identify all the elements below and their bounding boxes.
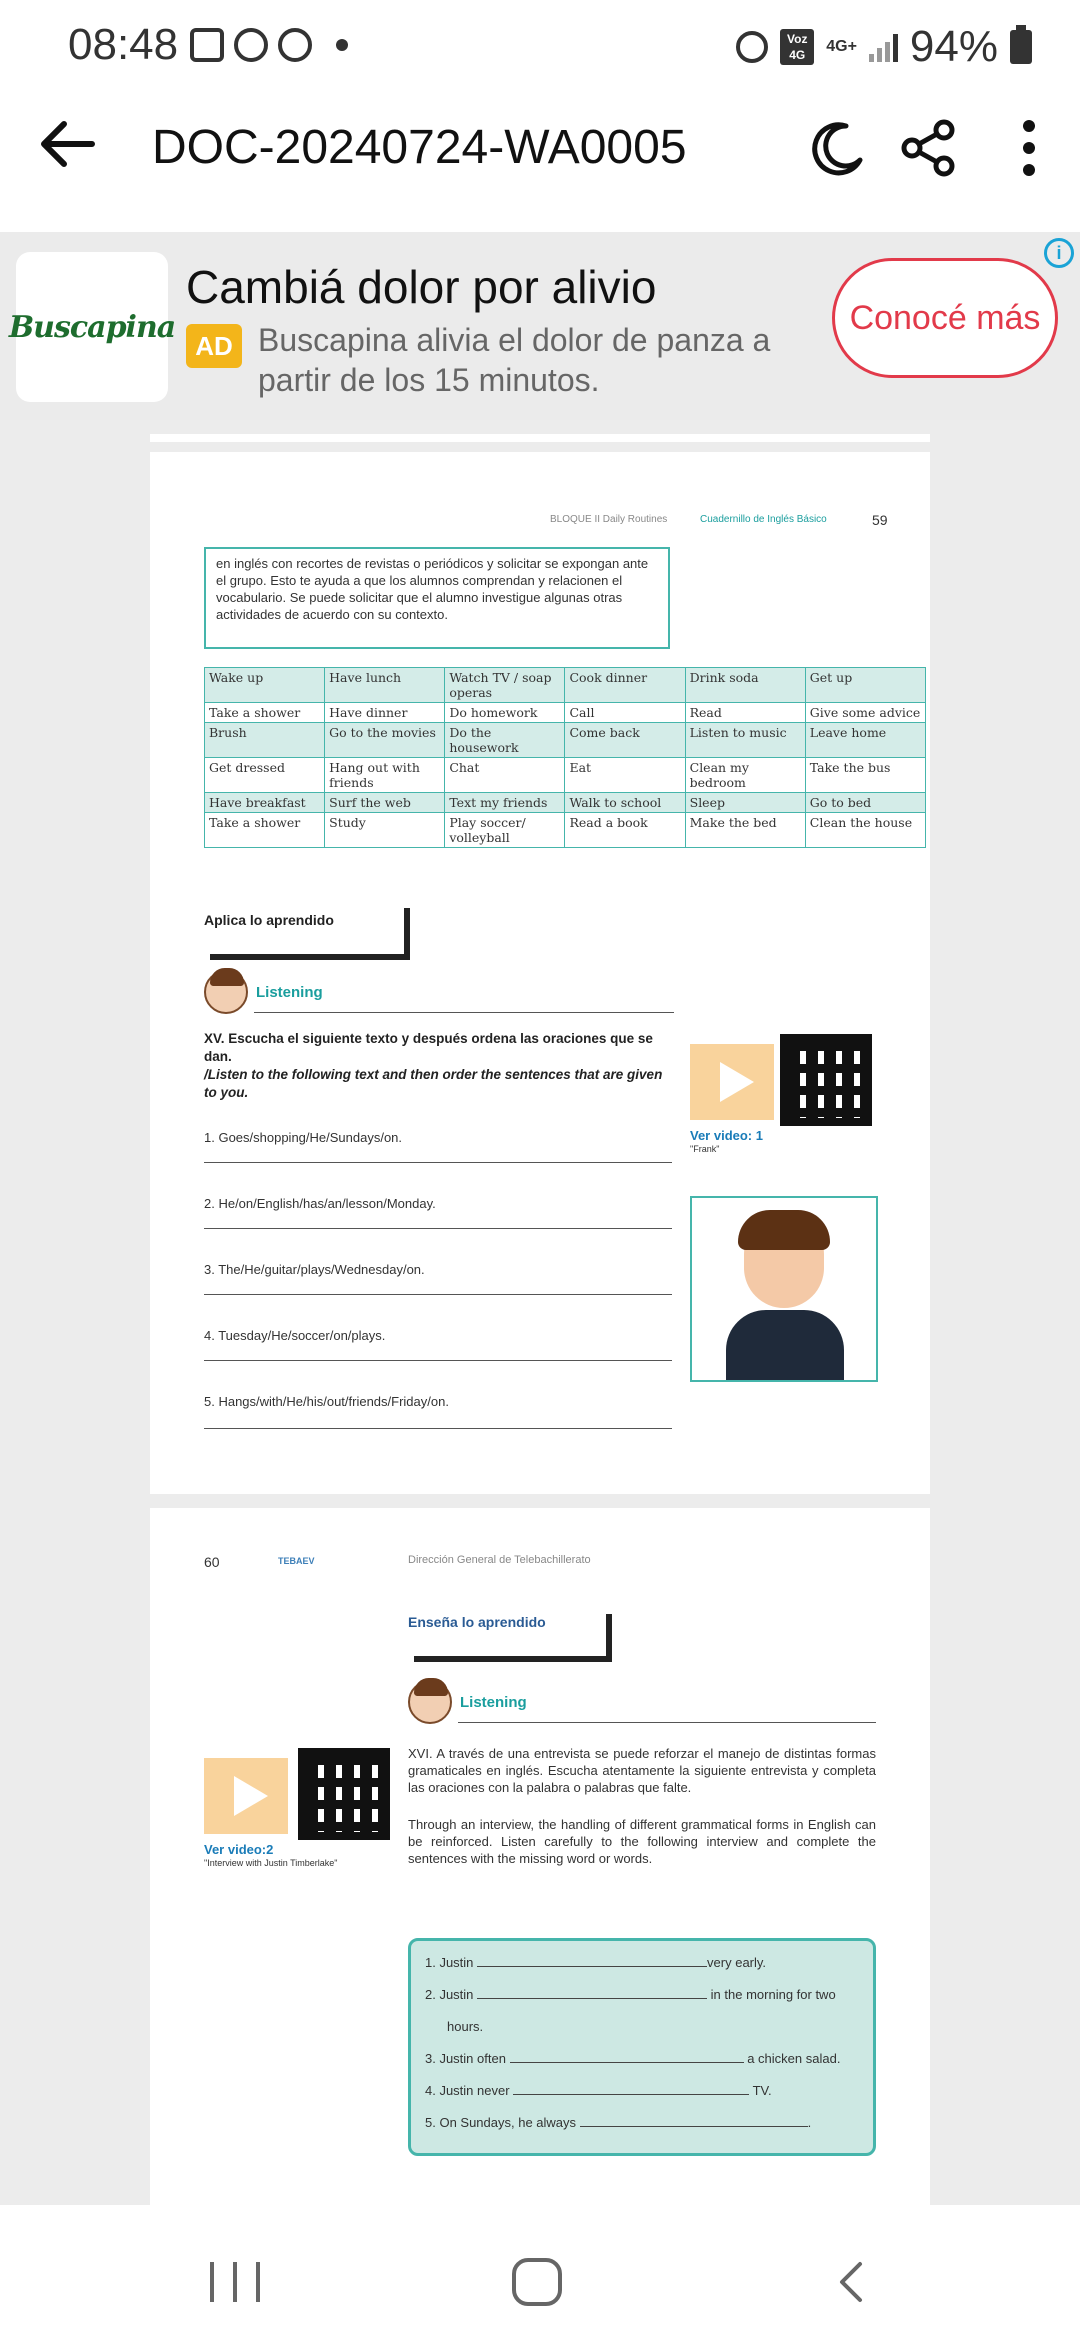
- fill-item-2-cont: hours.: [447, 2019, 484, 2034]
- verbs-cell: Cook dinner: [565, 668, 685, 703]
- verbs-cell: Play soccer/ volleyball: [445, 813, 565, 848]
- chat-icon: [278, 28, 312, 62]
- verbs-cell: Have breakfast: [205, 793, 325, 813]
- verbs-cell: Do homework: [445, 703, 565, 723]
- qr-code-video-2-icon: [298, 1748, 390, 1840]
- qr-code-video-1-icon: [780, 1034, 872, 1126]
- recent-apps-icon[interactable]: [210, 2262, 260, 2302]
- ad-badge: AD: [186, 324, 242, 368]
- fill-item-1: 1. Justin very early.: [425, 1955, 767, 1970]
- exercise-2: 2. He/on/English/has/an/lesson/Monday.: [204, 1196, 436, 1211]
- verbs-row: [205, 813, 926, 848]
- fill-item-3: 3. Justin often a chicken salad.: [425, 2051, 841, 2066]
- battery-icon: [1010, 30, 1032, 64]
- video-1-title: "Frank": [690, 1144, 720, 1154]
- verbs-cell: Leave home: [805, 723, 925, 758]
- answer-line: [204, 1162, 672, 1163]
- verbs-cell: Do the housework: [445, 723, 565, 758]
- verbs-cell: Chat: [445, 758, 565, 793]
- verbs-cell: Take a shower: [205, 703, 325, 723]
- verbs-cell: Surf the web: [325, 793, 445, 813]
- verbs-cell: Text my friends: [445, 793, 565, 813]
- verbs-table: [204, 667, 926, 848]
- moon-icon[interactable]: [808, 118, 868, 178]
- exercise-1: 1. Goes/shopping/He/Sundays/on.: [204, 1130, 403, 1145]
- listening-icon: [408, 1680, 452, 1724]
- verbs-cell: Walk to school: [565, 793, 685, 813]
- instruction-xv: XV. Escucha el siguiente texto y después ordena las oraciones que se dan. /Listen to the following text and then order the sentences that are given to you.: [204, 1031, 663, 1100]
- share-icon[interactable]: [898, 118, 958, 178]
- signal-icon: [869, 32, 898, 62]
- volte-icon: Voz 4G: [780, 29, 814, 65]
- gallery-icon: [190, 28, 224, 62]
- play-video-2-icon[interactable]: [204, 1758, 288, 1834]
- page-header-block: BLOQUE II Daily Routines: [550, 514, 668, 525]
- verbs-cell: Sleep: [685, 793, 805, 813]
- back-arrow-icon[interactable]: [36, 112, 100, 176]
- page-header: Dirección General de Telebachillerato: [408, 1554, 591, 1566]
- listening-icon: [204, 970, 248, 1014]
- verbs-row: [205, 703, 926, 723]
- video-2-title: "Interview with Justin Timberlake": [204, 1858, 338, 1868]
- answer-line: [204, 1294, 672, 1295]
- teacher-note: en inglés con recortes de revistas o periódicos y solicitar se expongan ante el grupo. Esto te ayuda a que los alumnos comprendan y relacionen el vocabulario. Se puede solicitar que el alumno investigue algunas otras actividades de acuerdo con su contexto.: [204, 547, 670, 649]
- page-header-book: Cuadernillo de Inglés Básico: [700, 514, 827, 525]
- more-vert-icon[interactable]: [1004, 116, 1054, 180]
- alarm-icon: [736, 31, 768, 63]
- ad-info-icon[interactable]: i: [1044, 238, 1074, 268]
- document-title: DOC-20240724-WA0005: [152, 121, 687, 174]
- verbs-cell: Eat: [565, 758, 685, 793]
- answer-line: [204, 1228, 672, 1229]
- verbs-cell: Go to the movies: [325, 723, 445, 758]
- clock: 08:48: [68, 20, 179, 69]
- verbs-cell: Take a shower: [205, 813, 325, 848]
- verbs-cell: Come back: [565, 723, 685, 758]
- exercise-5: 5. Hangs/with/He/his/out/friends/Friday/on.: [204, 1394, 449, 1409]
- verbs-cell: Have dinner: [325, 703, 445, 723]
- verbs-cell: Call: [565, 703, 685, 723]
- battery-percent: 94%: [909, 22, 998, 71]
- exercise-4: 4. Tuesday/He/soccer/on/plays.: [204, 1328, 386, 1343]
- home-icon[interactable]: [512, 2258, 562, 2306]
- verbs-cell: Make the bed: [685, 813, 805, 848]
- verbs-cell: Have lunch: [325, 668, 445, 703]
- ad-brand-logo: Buscapina: [16, 252, 168, 402]
- verbs-cell: Drink soda: [685, 668, 805, 703]
- ad-headline: Cambiá dolor por alivio: [186, 261, 657, 313]
- instruction-xvi-en: Through an interview, the handling of different grammatical forms in English can be reinforced. Listen carefully to the following interview and complete the sentences with the missing word or words.: [408, 1817, 876, 1866]
- verbs-row: [205, 758, 926, 793]
- verbs-cell: Go to bed: [805, 793, 925, 813]
- ad-banner[interactable]: [0, 232, 1080, 420]
- previous-page-edge: [150, 434, 930, 442]
- verbs-cell: Read a book: [565, 813, 685, 848]
- ad-body: Buscapina alivia el dolor de panza a partir de los 15 minutos.: [258, 322, 771, 398]
- system-icons: [736, 22, 1032, 72]
- status-bar: [0, 0, 1080, 92]
- verbs-row: [205, 668, 926, 703]
- answer-line: [204, 1360, 672, 1361]
- verbs-cell: Give some advice: [805, 703, 925, 723]
- document-viewer[interactable]: [0, 420, 1080, 2205]
- more-notifications-dot-icon: [336, 39, 348, 51]
- video-2-label: Ver video:2: [204, 1842, 274, 1857]
- verbs-cell: Listen to music: [685, 723, 805, 758]
- frank-illustration: [690, 1196, 878, 1382]
- fill-item-5: 5. On Sundays, he always .: [425, 2115, 812, 2130]
- listening-heading: Listening: [408, 1680, 527, 1724]
- verbs-cell: Clean my bedroom: [685, 758, 805, 793]
- document-page-60: [150, 1508, 930, 2205]
- exercise-3: 3. The/He/guitar/plays/Wednesday/on.: [204, 1262, 425, 1277]
- aplica-heading: Aplica lo aprendido: [204, 902, 404, 954]
- ensena-heading: Enseña lo aprendido: [408, 1608, 606, 1656]
- verbs-cell: Read: [685, 703, 805, 723]
- verbs-cell: Brush: [205, 723, 325, 758]
- verbs-row: [205, 793, 926, 813]
- verbs-cell: Clean the house: [805, 813, 925, 848]
- verbs-cell: Get dressed: [205, 758, 325, 793]
- network-type-icon: 4G+: [826, 38, 857, 55]
- play-video-1-icon[interactable]: [690, 1044, 774, 1120]
- verbs-cell: Wake up: [205, 668, 325, 703]
- fill-in-box: [408, 1938, 876, 2156]
- whatsapp-icon: [234, 28, 268, 62]
- notification-icons: [190, 28, 348, 62]
- document-page-59: [150, 452, 930, 1494]
- back-icon[interactable]: [830, 2260, 874, 2304]
- tebaev-logo: TEBAEV: [278, 1556, 315, 1566]
- listening-heading: Listening: [204, 970, 323, 1014]
- page-number: 59: [872, 512, 888, 528]
- instruction-xvi-es: XVI. A través de una entrevista se puede reforzar el manejo de distintas formas gramaticales en inglés. Escucha atentamente la siguiente entrevista y completa las oraciones con la palabra o palabras que falte.: [408, 1746, 876, 1795]
- fill-item-4: 4. Justin never TV.: [425, 2083, 772, 2098]
- verbs-cell: Study: [325, 813, 445, 848]
- fill-item-2: 2. Justin in the morning for two: [425, 1987, 836, 2002]
- video-1-label: Ver video: 1: [690, 1128, 763, 1143]
- verbs-cell: Take the bus: [805, 758, 925, 793]
- verbs-cell: Get up: [805, 668, 925, 703]
- verbs-row: [205, 723, 926, 758]
- page-number: 60: [204, 1554, 220, 1570]
- verbs-cell: Hang out with friends: [325, 758, 445, 793]
- answer-line: [204, 1428, 672, 1429]
- verbs-cell: Watch TV / soap operas: [445, 668, 565, 703]
- ad-cta-button[interactable]: Conocé más: [832, 258, 1058, 378]
